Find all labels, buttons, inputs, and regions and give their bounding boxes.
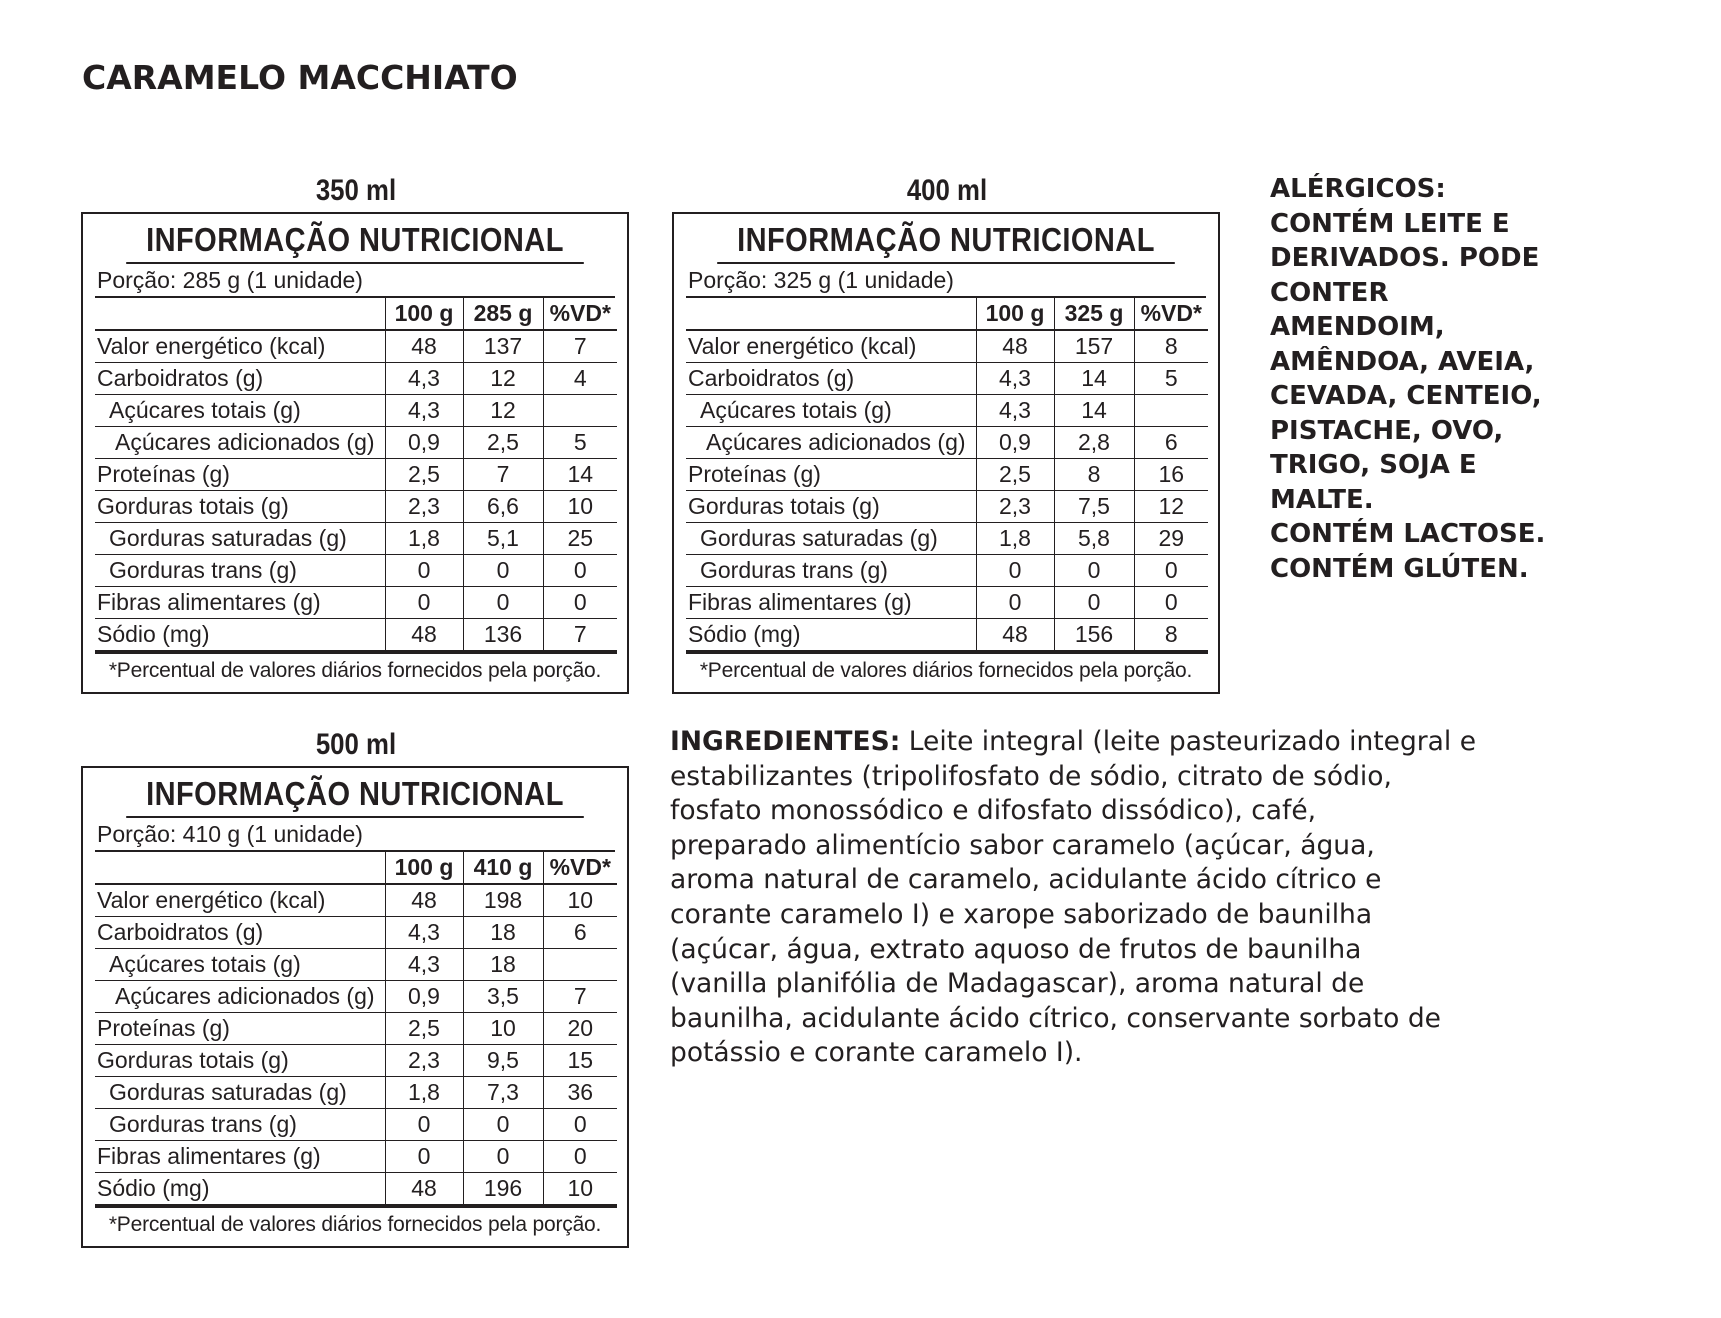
value-100g: 2,5 <box>385 1013 463 1045</box>
value-vd <box>1134 395 1208 427</box>
allergens-line: MALTE. <box>1270 484 1374 515</box>
allergens-line: CONTÉM LACTOSE. <box>1270 519 1546 549</box>
row-label: Valor energético (kcal) <box>686 330 976 363</box>
value-vd: 10 <box>543 884 617 917</box>
value-portion: 136 <box>463 619 543 653</box>
row-label: Açúcares adicionados (g) <box>686 427 976 459</box>
nutrition-panel-500 <box>81 766 629 1248</box>
allergens-line: CONTÉM GLÚTEN. <box>1270 553 1529 584</box>
value-vd: 0 <box>543 1109 617 1141</box>
value-portion: 0 <box>1054 555 1134 587</box>
allergens-line: AMENDOIM, <box>1270 312 1445 342</box>
value-portion: 14 <box>1054 363 1134 395</box>
value-vd: 7 <box>543 330 617 363</box>
table-row <box>95 491 617 523</box>
value-vd: 0 <box>1134 555 1208 587</box>
row-label: Açúcares adicionados (g) <box>95 981 385 1013</box>
row-label: Proteínas (g) <box>686 459 976 491</box>
table-header-row <box>95 852 617 884</box>
footnote: *Percentual de valores diários fornecidos pela porção. <box>699 659 1193 682</box>
table-row <box>95 555 617 587</box>
size-label-500: 500 ml <box>315 728 397 761</box>
table-row <box>95 981 617 1013</box>
product-title: CARAMELO MACCHIATO <box>82 58 518 97</box>
row-label: Proteínas (g) <box>95 459 385 491</box>
allergens-line: DERIVADOS. PODE <box>1270 243 1540 273</box>
value-portion: 14 <box>1054 395 1134 427</box>
table-header-row <box>686 298 1208 330</box>
value-portion: 5,8 <box>1054 523 1134 555</box>
row-label: Açúcares adicionados (g) <box>95 427 385 459</box>
allergens-line: PISTACHE, OVO, <box>1270 415 1504 446</box>
value-100g: 0 <box>385 555 463 587</box>
value-100g: 48 <box>385 619 463 653</box>
row-label: Carboidratos (g) <box>686 363 976 395</box>
value-100g: 2,3 <box>976 491 1054 523</box>
ingredients-text: Leite integral (leite pasteurizado integral e <box>900 726 1476 757</box>
portion-text: Porção: 410 g (1 unidade) <box>95 818 615 852</box>
table-header-row <box>95 298 617 330</box>
value-portion: 0 <box>463 1141 543 1173</box>
nutrition-table <box>95 298 617 654</box>
value-100g: 2,3 <box>385 491 463 523</box>
value-vd: 12 <box>1134 491 1208 523</box>
value-vd: 4 <box>543 363 617 395</box>
allergens-line: CONTER <box>1270 277 1389 308</box>
value-portion: 156 <box>1054 619 1134 653</box>
row-label: Proteínas (g) <box>95 1013 385 1045</box>
value-100g: 0 <box>385 1141 463 1173</box>
table-row <box>95 523 617 555</box>
ingredients-block <box>670 725 1710 1071</box>
value-100g: 4,3 <box>976 363 1054 395</box>
row-label: Valor energético (kcal) <box>95 884 385 917</box>
panel-heading: INFORMAÇÃO NUTRICIONAL <box>717 218 1175 264</box>
size-label-400: 400 ml <box>906 174 988 207</box>
nutrition-table <box>686 298 1208 654</box>
size-label-350: 350 ml <box>315 174 397 207</box>
value-100g: 0 <box>976 587 1054 619</box>
value-portion: 3,5 <box>463 981 543 1013</box>
value-vd: 0 <box>543 587 617 619</box>
ingredients-line: baunilha, acidulante ácido cítrico, conservante sorbato de <box>670 1002 1441 1034</box>
panel-heading: INFORMAÇÃO NUTRICIONAL <box>126 218 584 264</box>
value-vd: 8 <box>1134 330 1208 363</box>
value-vd: 0 <box>543 555 617 587</box>
value-portion: 5,1 <box>463 523 543 555</box>
row-label: Sódio (mg) <box>686 619 976 653</box>
value-portion: 6,6 <box>463 491 543 523</box>
table-row <box>95 1173 617 1207</box>
value-portion: 2,8 <box>1054 427 1134 459</box>
footnote: *Percentual de valores diários fornecidos pela porção. <box>108 659 602 682</box>
footnote: *Percentual de valores diários fornecidos pela porção. <box>108 1213 602 1236</box>
value-vd: 8 <box>1134 619 1208 653</box>
ingredients-line: (açúcar, água, extrato aquoso de frutos de baunilha <box>670 933 1362 965</box>
ingredients-line <box>670 725 1710 760</box>
value-portion: 18 <box>463 917 543 949</box>
row-label: Gorduras trans (g) <box>686 555 976 587</box>
row-label: Valor energético (kcal) <box>95 330 385 363</box>
value-100g: 48 <box>976 619 1054 653</box>
header-col-portion: 325 g <box>1054 298 1134 330</box>
value-vd: 0 <box>1134 587 1208 619</box>
value-vd: 29 <box>1134 523 1208 555</box>
value-portion: 2,5 <box>463 427 543 459</box>
value-100g: 4,3 <box>385 363 463 395</box>
value-portion: 157 <box>1054 330 1134 363</box>
value-100g: 2,5 <box>385 459 463 491</box>
value-portion: 12 <box>463 363 543 395</box>
row-label: Açúcares totais (g) <box>95 395 385 427</box>
value-100g: 48 <box>385 330 463 363</box>
header-col-vd: %VD* <box>543 298 617 330</box>
value-portion: 0 <box>463 587 543 619</box>
row-label: Gorduras totais (g) <box>95 1045 385 1077</box>
value-vd <box>543 395 617 427</box>
ingredients-line: aroma natural de caramelo, acidulante ácido cítrico e <box>670 864 1382 896</box>
row-label: Gorduras saturadas (g) <box>686 523 976 555</box>
table-row <box>686 523 1208 555</box>
table-row <box>95 619 617 653</box>
table-row <box>95 459 617 491</box>
value-portion: 198 <box>463 884 543 917</box>
value-vd: 10 <box>543 491 617 523</box>
nutrition-table <box>95 852 617 1208</box>
value-100g: 0,9 <box>976 427 1054 459</box>
table-row <box>686 619 1208 653</box>
table-row <box>95 427 617 459</box>
row-label: Carboidratos (g) <box>95 917 385 949</box>
value-portion: 0 <box>1054 587 1134 619</box>
table-row <box>686 363 1208 395</box>
value-portion: 9,5 <box>463 1045 543 1077</box>
value-vd: 16 <box>1134 459 1208 491</box>
table-row <box>95 1013 617 1045</box>
row-label: Gorduras saturadas (g) <box>95 1077 385 1109</box>
ingredients-line: fosfato monossódico e difosfato dissódico), café, <box>670 795 1317 827</box>
row-label: Gorduras saturadas (g) <box>95 523 385 555</box>
table-row <box>686 459 1208 491</box>
value-100g: 0 <box>385 1109 463 1141</box>
value-100g: 48 <box>385 884 463 917</box>
table-row <box>95 363 617 395</box>
table-row <box>95 1077 617 1109</box>
value-vd <box>543 949 617 981</box>
ingredients-line: (vanilla planifólia de Madagascar), aroma natural de <box>670 968 1365 1000</box>
ingredients-label: INGREDIENTES: <box>670 726 901 757</box>
allergens-line: AMÊNDOA, AVEIA, <box>1270 346 1535 377</box>
value-vd: 5 <box>1134 363 1208 395</box>
value-portion: 12 <box>463 395 543 427</box>
table-row <box>95 1109 617 1141</box>
portion-text: Porção: 325 g (1 unidade) <box>686 264 1206 298</box>
header-col-vd: %VD* <box>543 852 617 884</box>
value-vd: 5 <box>543 427 617 459</box>
value-100g: 4,3 <box>976 395 1054 427</box>
value-100g: 0 <box>385 587 463 619</box>
value-100g: 1,8 <box>385 523 463 555</box>
value-100g: 0 <box>976 555 1054 587</box>
table-row <box>95 949 617 981</box>
value-portion: 7,3 <box>463 1077 543 1109</box>
allergens-line: CONTÉM LEITE E <box>1270 208 1510 239</box>
value-vd: 36 <box>543 1077 617 1109</box>
row-label: Fibras alimentares (g) <box>686 587 976 619</box>
row-label: Açúcares totais (g) <box>95 949 385 981</box>
nutrition-panel-350 <box>81 212 629 694</box>
value-100g: 1,8 <box>976 523 1054 555</box>
value-portion: 0 <box>463 1109 543 1141</box>
header-col-portion: 285 g <box>463 298 543 330</box>
table-row <box>95 917 617 949</box>
table-row <box>95 395 617 427</box>
row-label: Gorduras totais (g) <box>686 491 976 523</box>
value-vd: 0 <box>543 1141 617 1173</box>
header-col-100g: 100 g <box>976 298 1054 330</box>
table-row <box>686 555 1208 587</box>
table-row <box>686 491 1208 523</box>
allergens-line: TRIGO, SOJA E <box>1270 450 1477 480</box>
header-col-100g: 100 g <box>385 298 463 330</box>
ingredients-line: estabilizantes (tripolifosfato de sódio, citrato de sódio, <box>670 760 1392 792</box>
table-row <box>95 1141 617 1173</box>
value-vd: 7 <box>543 619 617 653</box>
value-portion: 137 <box>463 330 543 363</box>
value-100g: 1,8 <box>385 1077 463 1109</box>
value-portion: 7,5 <box>1054 491 1134 523</box>
header-blank <box>686 298 976 330</box>
header-col-100g: 100 g <box>385 852 463 884</box>
row-label: Gorduras totais (g) <box>95 491 385 523</box>
value-100g: 48 <box>976 330 1054 363</box>
value-100g: 4,3 <box>385 949 463 981</box>
header-col-portion: 410 g <box>463 852 543 884</box>
value-vd: 14 <box>543 459 617 491</box>
nutrition-panel-400 <box>672 212 1220 694</box>
table-row <box>95 884 617 917</box>
allergens-block <box>1270 172 1710 586</box>
value-100g: 0,9 <box>385 427 463 459</box>
row-label: Sódio (mg) <box>95 1173 385 1207</box>
table-row <box>686 395 1208 427</box>
value-portion: 8 <box>1054 459 1134 491</box>
portion-text: Porção: 285 g (1 unidade) <box>95 264 615 298</box>
value-100g: 4,3 <box>385 917 463 949</box>
header-blank <box>95 852 385 884</box>
row-label: Gorduras trans (g) <box>95 1109 385 1141</box>
value-portion: 196 <box>463 1173 543 1207</box>
value-100g: 0,9 <box>385 981 463 1013</box>
value-vd: 10 <box>543 1173 617 1207</box>
panel-heading: INFORMAÇÃO NUTRICIONAL <box>126 772 584 818</box>
value-vd: 15 <box>543 1045 617 1077</box>
row-label: Fibras alimentares (g) <box>95 1141 385 1173</box>
ingredients-line: potássio e corante caramelo I). <box>670 1037 1083 1069</box>
value-vd: 7 <box>543 981 617 1013</box>
value-100g: 2,5 <box>976 459 1054 491</box>
value-vd: 25 <box>543 523 617 555</box>
value-portion: 0 <box>463 555 543 587</box>
table-row <box>95 1045 617 1077</box>
row-label: Açúcares totais (g) <box>686 395 976 427</box>
header-col-vd: %VD* <box>1134 298 1208 330</box>
allergens-line: CEVADA, CENTEIO, <box>1270 381 1542 411</box>
ingredients-line: corante caramelo I) e xarope saborizado de baunilha <box>670 898 1373 930</box>
value-vd: 6 <box>543 917 617 949</box>
value-100g: 2,3 <box>385 1045 463 1077</box>
table-row <box>686 330 1208 363</box>
value-portion: 18 <box>463 949 543 981</box>
row-label: Fibras alimentares (g) <box>95 587 385 619</box>
table-row <box>95 330 617 363</box>
value-100g: 4,3 <box>385 395 463 427</box>
value-portion: 7 <box>463 459 543 491</box>
value-vd: 20 <box>543 1013 617 1045</box>
table-row <box>686 427 1208 459</box>
table-row <box>686 587 1208 619</box>
row-label: Gorduras trans (g) <box>95 555 385 587</box>
row-label: Carboidratos (g) <box>95 363 385 395</box>
header-blank <box>95 298 385 330</box>
row-label: Sódio (mg) <box>95 619 385 653</box>
value-vd: 6 <box>1134 427 1208 459</box>
allergens-line: ALÉRGICOS: <box>1270 174 1446 204</box>
value-100g: 48 <box>385 1173 463 1207</box>
ingredients-line: preparado alimentício sabor caramelo (açúcar, água, <box>670 829 1375 861</box>
value-portion: 10 <box>463 1013 543 1045</box>
table-row <box>95 587 617 619</box>
